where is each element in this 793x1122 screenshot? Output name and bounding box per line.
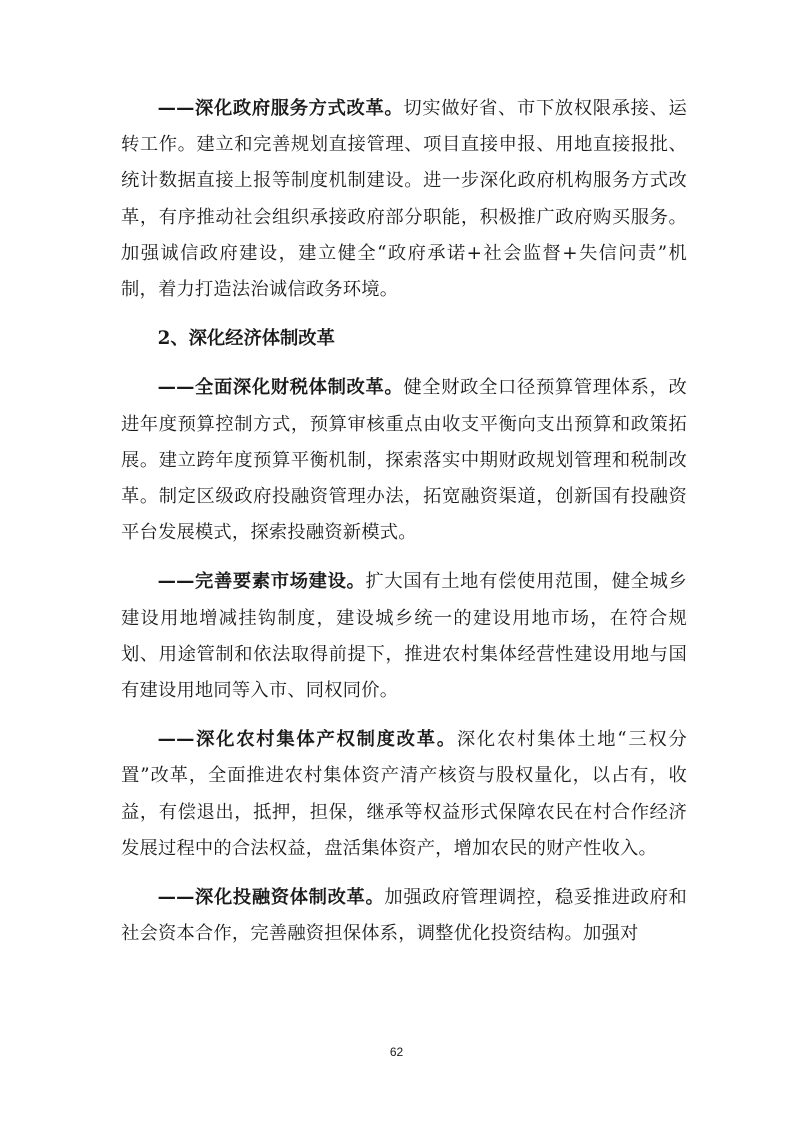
paragraph-factor-market [121, 564, 687, 709]
paragraph-rural-property-reform [121, 722, 687, 867]
page-number: 62 [389, 1045, 404, 1059]
paragraph-lead: ——深化农村集体产权制度改革。 [157, 729, 457, 751]
paragraph-government-service-reform [121, 91, 687, 308]
paragraph-lead: ——深化投融资体制改革。 [157, 887, 385, 909]
paragraph-lead: ——全面深化财税体制改革。 [157, 377, 404, 399]
paragraph-text: 加强政府管理调控，稳妥推进政府和社会资本合作，完善融资担保体系，调整优化投资结构。加强对 [121, 887, 687, 945]
paragraph-text: 扩大国有土地有偿使用范围，健全城乡建设用地增减挂钩制度，建设城乡统一的建设用地市场，在符合规划、用途管制和依法取得前提下，推进农村集体经营性建设用地与国有建设用地同等入市、同权同价。 [121, 571, 688, 702]
paragraph-text: 深化农村集体土地“三权分置”改革，全面推进农村集体资产清产核资与股权量化，以占有，收益，有偿退出，抵押，担保，继承等权益形式保障农民在村合作经济发展过程中的合法权益，盘活集体资产，增加农民的财产性收入。 [121, 729, 688, 859]
paragraph-investment-financing-reform [121, 880, 687, 952]
paragraph-fiscal-tax-reform [121, 370, 687, 551]
paragraph-lead: ——深化政府服务方式改革。 [157, 98, 404, 119]
paragraph-text: 健全财政全口径预算管理体系，改进年度预算控制方式，预算审核重点由收支平衡向支出预算和政策拓展。建立跨年度预算平衡机制，探索落实中期财政规划管理和税制改革。制定区级政府投融资管理办法，拓宽融资渠道，创新国有投融资平台发展模式，探索投融资新模式。 [121, 377, 687, 544]
document-body [121, 91, 687, 965]
paragraph-text: 切实做好省、市下放权限承接、运转工作。建立和完善规划直接管理、项目直接申报、用地直接报批、统计数据直接上报等制度机制建设。进一步深化政府机构服务方式改革，有序推动社会组织承接政府部分职能，积极推广政府购买服务。加强诚信政府建设，建立健全“政府承诺+社会监督+失信问责”机制，着力打造法治诚信政务环境。 [121, 98, 687, 301]
paragraph-lead: ——完善要素市场建设。 [157, 571, 366, 593]
section-heading: 2、深化经济体制改革 [157, 328, 335, 350]
